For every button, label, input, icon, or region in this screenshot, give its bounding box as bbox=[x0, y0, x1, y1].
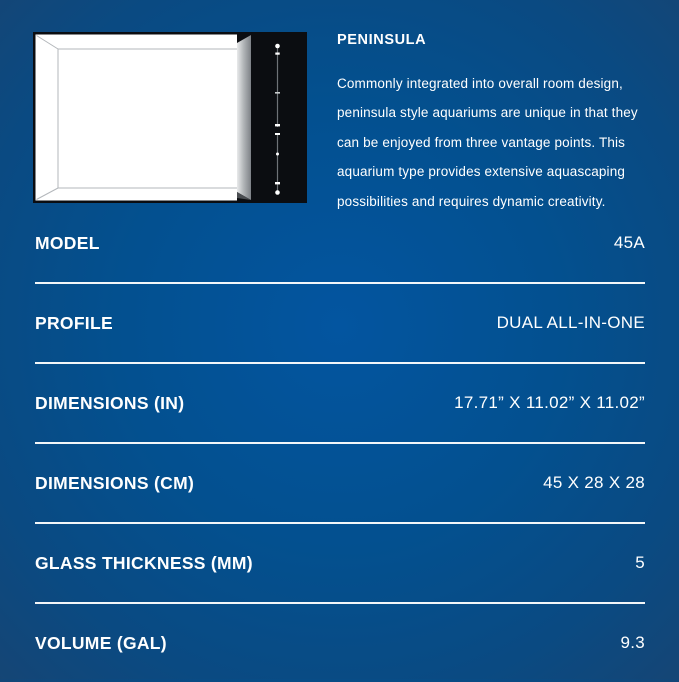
spec-row-glass-thickness bbox=[35, 524, 645, 604]
spec-row-profile bbox=[35, 284, 645, 364]
spec-value: 17.71” X 11.02” X 11.02” bbox=[454, 393, 645, 412]
spec-label: GLASS THICKNESS (MM) bbox=[35, 552, 253, 573]
description-line: aquarium type provides extensive aquascaping bbox=[337, 164, 626, 180]
spec-row-dimensions-in bbox=[35, 364, 645, 444]
spec-value: 45A bbox=[613, 233, 645, 252]
spec-label: MODEL bbox=[35, 232, 100, 253]
description-line: peninsula style aquariums are unique in that they bbox=[337, 105, 638, 121]
spec-value: 9.3 bbox=[620, 633, 645, 652]
spec-label: DIMENSIONS (IN) bbox=[35, 392, 185, 413]
spec-row-model bbox=[35, 204, 645, 284]
description-line: can be enjoyed from three vantage points. This bbox=[337, 134, 626, 150]
spec-value: 5 bbox=[635, 553, 645, 572]
spec-value: 45 X 28 X 28 bbox=[543, 473, 645, 492]
spec-label: VOLUME (GAL) bbox=[35, 632, 167, 653]
aquarium-image bbox=[33, 32, 307, 203]
description-line: Commonly integrated into overall room design, bbox=[337, 76, 623, 91]
spec-row-dimensions-cm bbox=[35, 444, 645, 524]
spec-value: DUAL ALL-IN-ONE bbox=[496, 313, 645, 332]
tank-front-pane bbox=[36, 35, 238, 201]
page-title: PENINSULA bbox=[337, 32, 427, 48]
tank-side-pane bbox=[237, 35, 251, 200]
header-section bbox=[337, 33, 655, 216]
spec-row-volume bbox=[35, 604, 645, 682]
description-line: possibilities and requires dynamic creativity. bbox=[337, 193, 606, 209]
spec-table bbox=[35, 204, 645, 682]
spec-label: PROFILE bbox=[35, 312, 113, 333]
aquarium-tank-graphic bbox=[33, 32, 307, 203]
product-description bbox=[337, 69, 655, 216]
spec-label: DIMENSIONS (CM) bbox=[35, 472, 195, 493]
